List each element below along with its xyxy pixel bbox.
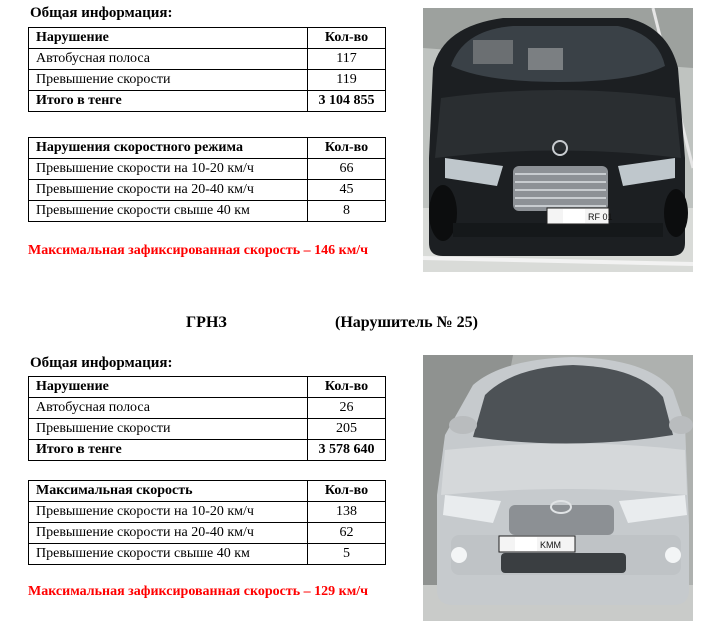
speed-count: 8: [308, 201, 386, 222]
violation-name: Превышение скорости: [29, 419, 308, 440]
speed-range: Превышение скорости на 10-20 км/ч: [29, 159, 308, 180]
violator-number: (Нарушитель № 25): [335, 314, 478, 331]
section-title-general-info: Общая информация:: [30, 5, 173, 21]
total-row: [29, 440, 386, 461]
vehicle-photo-silver-sedan: [423, 355, 693, 621]
speed-range: Превышение скорости свыше 40 км: [29, 201, 308, 222]
vehicle-photo-black-sedan: [423, 8, 693, 272]
total-label: Итого в тенге: [29, 440, 308, 461]
speed-count: 138: [308, 502, 386, 523]
violation-name: Автобусная полоса: [29, 398, 308, 419]
table-row: [29, 523, 386, 544]
column-header-count: Кол-во: [308, 138, 386, 159]
speed-count: 66: [308, 159, 386, 180]
violation-count: 117: [308, 49, 386, 70]
total-label: Итого в тенге: [29, 91, 308, 112]
column-header-count: Кол-во: [308, 377, 386, 398]
silver-sedan-image: [423, 355, 693, 621]
speed-count: 62: [308, 523, 386, 544]
section-title-general-info: Общая информация:: [30, 355, 173, 371]
plate-text: RF 01: [588, 212, 613, 222]
table-header-row: [29, 481, 386, 502]
table-row: [29, 419, 386, 440]
max-speed-text: Максимальная зафиксированная скорость – 129 км/ч: [28, 584, 369, 599]
speed-range: Превышение скорости на 20-40 км/ч: [29, 523, 308, 544]
violations-table: [28, 376, 386, 461]
total-amount: 3 104 855: [308, 91, 386, 112]
violation-count: 119: [308, 70, 386, 91]
table-header-row: [29, 138, 386, 159]
violation-count: 205: [308, 419, 386, 440]
table-header-row: [29, 28, 386, 49]
table-row: [29, 398, 386, 419]
table-row: [29, 544, 386, 565]
column-header-violation: Нарушение: [29, 377, 308, 398]
max-speed-text: Максимальная зафиксированная скорость – 146 км/ч: [28, 243, 369, 258]
column-header-speed-violation: Нарушения скоростного режима: [29, 138, 308, 159]
column-header-count: Кол-во: [308, 481, 386, 502]
total-amount: 3 578 640: [308, 440, 386, 461]
violation-name: Автобусная полоса: [29, 49, 308, 70]
table-row: [29, 180, 386, 201]
table-header-row: [29, 377, 386, 398]
column-header-count: Кол-во: [308, 28, 386, 49]
speed-violations-table: [28, 137, 386, 222]
speed-count: 45: [308, 180, 386, 201]
table-row: [29, 201, 386, 222]
speed-range: Превышение скорости на 10-20 км/ч: [29, 502, 308, 523]
grnz-label: ГРНЗ: [186, 314, 227, 331]
plate-text: KMM: [540, 540, 561, 550]
column-header-max-speed: Максимальная скорость: [29, 481, 308, 502]
table-row: [29, 502, 386, 523]
table-row: [29, 159, 386, 180]
black-sedan-image: [423, 8, 693, 272]
speed-range: Превышение скорости на 20-40 км/ч: [29, 180, 308, 201]
total-row: [29, 91, 386, 112]
speed-count: 5: [308, 544, 386, 565]
table-row: [29, 70, 386, 91]
violation-name: Превышение скорости: [29, 70, 308, 91]
column-header-violation: Нарушение: [29, 28, 308, 49]
violations-table: [28, 27, 386, 112]
violation-count: 26: [308, 398, 386, 419]
table-row: [29, 49, 386, 70]
speed-range: Превышение скорости свыше 40 км: [29, 544, 308, 565]
max-speed-table: [28, 480, 386, 565]
